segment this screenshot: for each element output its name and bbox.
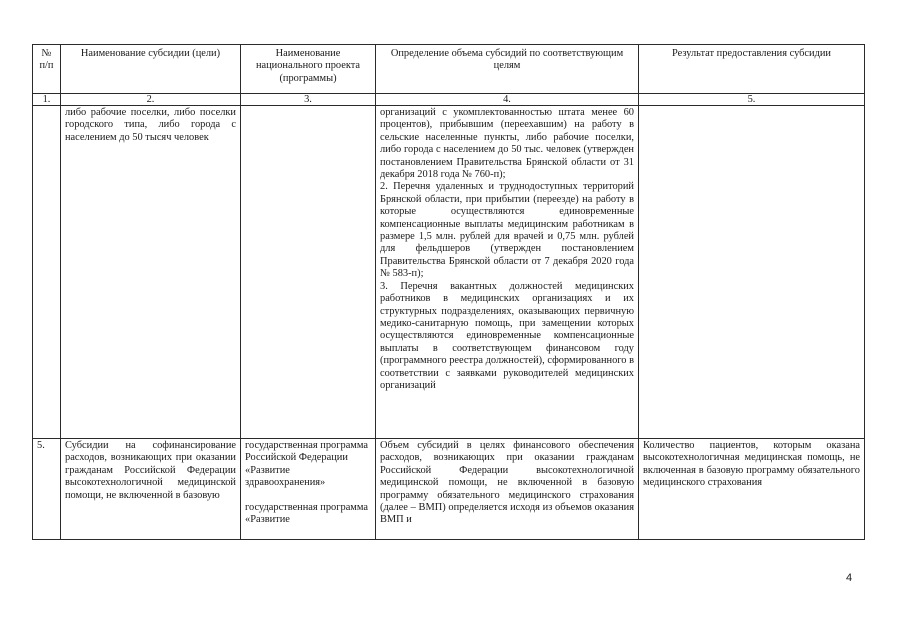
volume-definition-cell: организаций с укомплектованностью штата менее 60 процентов), прибывшим (переехавшим) на работу в сельские населенные пункты, либо рабочие поселки, либо города с населением до 50 тыс. человек (утвержден постановлением Правительства Брянской области от 31 декабря 2018 года № 760-п); 2. Перечня удаленных и труднодоступных территорий Брянской области, при прибытии (переезде) на работу в которые осуществляются единовременные компенсационные выплаты медицинским работникам в размере 1,5 млн. рублей для врачей и 0,75 млн. рублей для фельдшеров (утвержден постановлением Правительства Брянской области от 7 декабря 2020 года № 583-п); 3. Перечня вакантных должностей медицинских работников в медицинских организациях и их структурных подразделениях, оказывающих первичную медико-санитарную помощь, при замещении которых осуществляются единовременные компенсационные выплаты в соответствующем финансовом году (программного реестра должностей), сформированного в соответствии с заявками руководителей медицинских организаций bbox=[376, 106, 639, 439]
subsidy-table bbox=[32, 44, 865, 540]
column-number: 5. bbox=[639, 94, 865, 106]
result-cell bbox=[639, 106, 865, 439]
row-number-cell bbox=[33, 106, 61, 439]
column-number: 3. bbox=[241, 94, 376, 106]
column-number: 2. bbox=[61, 94, 241, 106]
table-header-row bbox=[33, 45, 865, 94]
row-number-cell: 5. bbox=[33, 439, 61, 540]
header-volume-definition: Определение объема субсидий по соответствующим целям bbox=[376, 45, 639, 94]
volume-definition-cell: Объем субсидий в целях финансового обеспечения расходов, возникающих при оказании гражданам Российской Федерации высокотехнологичной медицинской помощи, не включенной в базовую программу обязательного медицинского страхования (далее – ВМП) определяется исходя из объемов оказания ВМП и bbox=[376, 439, 639, 540]
subsidy-name-cell: Субсидии на софинансирование расходов, возникающих при оказании гражданам Российской Федерации высокотехнологичной медицинской помощи, не включенной в базовую bbox=[61, 439, 241, 540]
column-numbers-row bbox=[33, 94, 865, 106]
header-result: Результат предоставления субсидии bbox=[639, 45, 865, 94]
subsidy-name-cell: либо рабочие поселки, либо поселки городского типа, либо города с населением до 50 тысяч человек bbox=[61, 106, 241, 439]
table-row bbox=[33, 106, 865, 439]
result-cell: Количество пациентов, которым оказана высокотехнологичная медицинская помощь, не включенная в базовую программу обязательного медицинского страхования bbox=[639, 439, 865, 540]
header-national-project: Наименование национального проекта (программы) bbox=[241, 45, 376, 94]
table-row bbox=[33, 439, 865, 540]
page-number: 4 bbox=[846, 572, 853, 584]
column-number: 1. bbox=[33, 94, 61, 106]
header-subsidy-name: Наименование субсидии (цели) bbox=[61, 45, 241, 94]
column-number: 4. bbox=[376, 94, 639, 106]
national-project-cell: государственная программа Российской Федерации «Развитие здравоохранения» государственная программа «Развитие bbox=[241, 439, 376, 540]
header-number: № п/п bbox=[33, 45, 61, 94]
national-project-cell bbox=[241, 106, 376, 439]
